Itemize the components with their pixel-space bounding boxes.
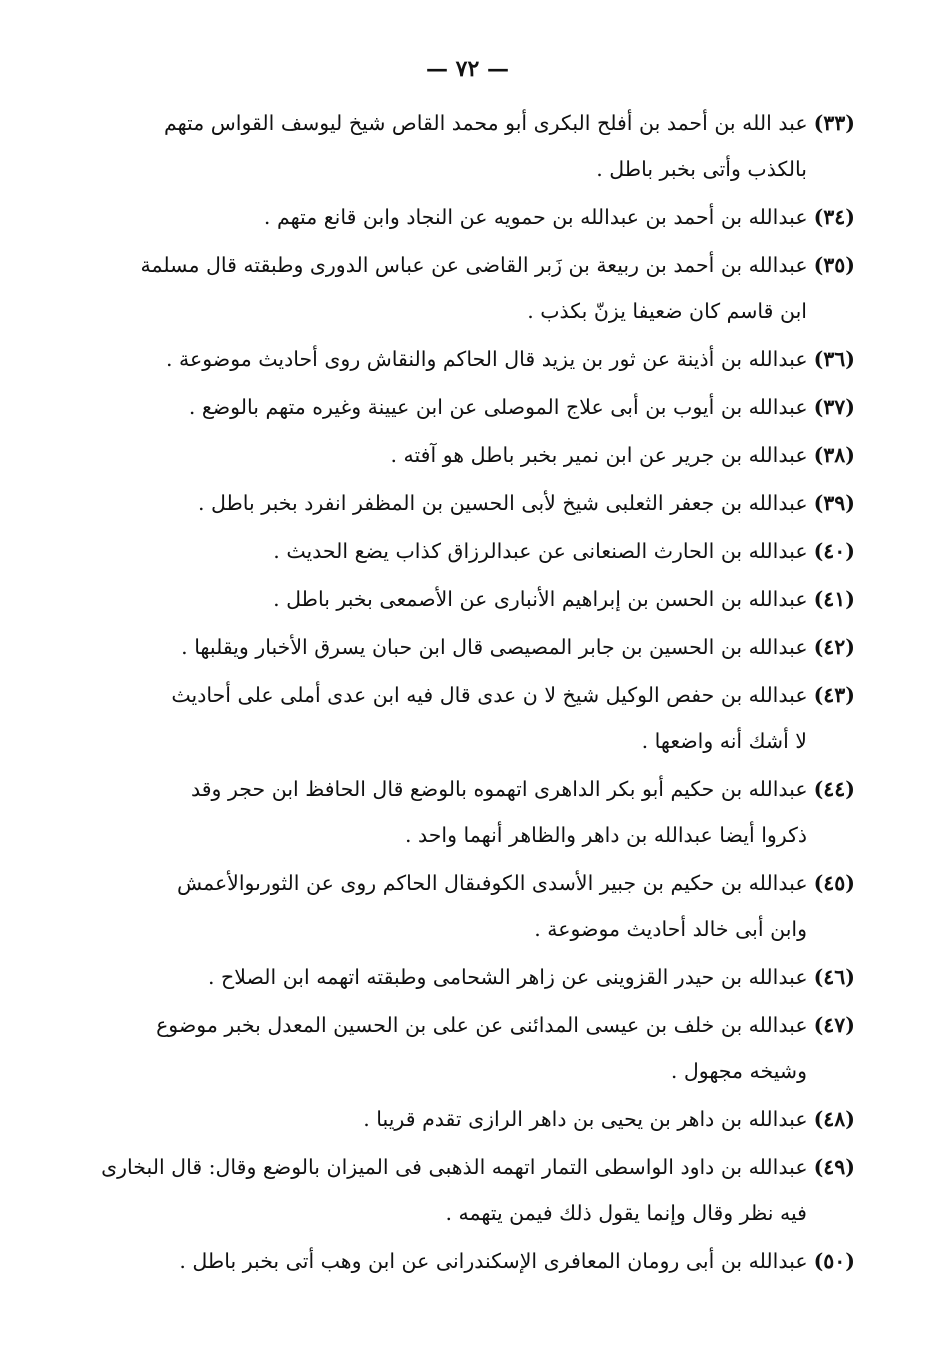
list-item [95, 672, 855, 764]
entry-number: (٤٩) [813, 1155, 855, 1179]
list-item [95, 384, 855, 430]
list-item [95, 336, 855, 382]
list-item [95, 480, 855, 526]
entry-text: عبدالله بن أبى رومان المعافرى الإسكندرانى عن ابن وهب أتى بخبر باطل . [179, 1249, 808, 1273]
entry-number: (٤٤) [813, 777, 855, 801]
entry-text: عبدالله بن داهر بن يحيى بن داهر الرازى تقدم قريبا . [363, 1107, 808, 1131]
entry-text: عبدالله بن خلف بن عيسى المدائنى عن على بن الحسين المعدل بخبر موضوع [156, 1013, 808, 1037]
entry-number: (٣٣) [813, 111, 855, 135]
entry-text: عبدالله بن حكيم أبو بكر الداهرى اتهموه بالوضع قال الحافظ ابن حجر وقد [191, 777, 808, 801]
list-item [95, 860, 855, 952]
entry-text: عبدالله بن حكيم بن جبير الأسدى الكوفىقال الحاكم روى عن الثورىوالأعمش [176, 871, 808, 895]
entry-continuation: وشيخه مجهول . [670, 1059, 807, 1083]
entries-list [95, 100, 855, 1286]
entry-number: (٤٢) [813, 635, 855, 659]
list-item [95, 194, 855, 240]
list-item [95, 528, 855, 574]
list-item [95, 954, 855, 1000]
entry-text: عبد الله بن أحمد بن أفلح البكرى أبو محمد القاص شيخ ليوسف القواس متهم [163, 111, 808, 135]
entry-continuation: ذكروا أيضا عبدالله بن داهر والظاهر أنهما واحد . [404, 823, 807, 847]
entry-text: عبدالله بن أيوب بن أبى علاج الموصلى عن ابن عيينة وغيره متهم بالوضع . [188, 395, 808, 419]
entry-text: عبدالله بن الحارث الصنعانى عن عبدالرزاق كذاب يضع الحديث . [273, 539, 808, 563]
list-item [95, 766, 855, 858]
list-item [95, 624, 855, 670]
entry-number: (٤٦) [813, 965, 855, 989]
entry-continuation: بالكذب وأتى بخبر باطل . [596, 157, 807, 181]
entry-number: (٤٣) [813, 683, 855, 707]
entry-number: (٣٩) [813, 491, 855, 515]
entry-continuation: لا أشك أنه واضعها . [641, 729, 807, 753]
page-number: — ٧٢ — [426, 56, 509, 82]
entry-text: عبدالله بن جعفر الثعلبى شيخ لأبى الحسين بن المظفر انفرد بخبر باطل . [197, 491, 808, 515]
entry-text: عبدالله بن داود الواسطى التمار اتهمه الذهبى فى الميزان بالوضع وقال: قال البخارى [101, 1155, 808, 1179]
entry-continuation: فيه نظر وقال وإنما يقول ذلك فيمن يتهمه . [445, 1201, 807, 1225]
entry-text: عبدالله بن الحسين بن جابر المصيصى قال ابن حبان يسرق الأخبار ويقلبها . [181, 635, 808, 659]
entry-number: (٤٧) [813, 1013, 855, 1037]
entry-number: (٣٦) [813, 347, 855, 371]
entry-number: (٣٨) [813, 443, 855, 467]
entry-text: عبدالله بن حفص الوكيل شيخ لا ن عدى قال فيه ابن عدى أملى على أحاديث [171, 683, 808, 707]
entry-continuation: ابن قاسم كان ضعيفا يزنّ بكذب . [527, 299, 807, 323]
list-item [95, 1144, 855, 1236]
entry-text: عبدالله بن أحمد بن عبدالله بن حمويه عن النجاد وابن قانع متهم . [263, 205, 808, 229]
list-item [95, 1002, 855, 1094]
list-item [95, 100, 855, 192]
entry-number: (٤٨) [813, 1107, 855, 1131]
entry-text: عبدالله بن حيدر القزوينى عن زاهر الشحامى وطبقته اتهمه ابن الصلاح . [207, 965, 808, 989]
entry-number: (٤٠) [813, 539, 855, 563]
list-item [95, 242, 855, 334]
entry-number: (٤١) [813, 587, 855, 611]
entry-number: (٣٤) [813, 205, 855, 229]
entry-number: (٤٥) [813, 871, 855, 895]
entry-text: عبدالله بن أذينة عن ثور بن يزيد قال الحاكم والنقاش روى أحاديث موضوعة . [165, 347, 808, 371]
list-item [95, 432, 855, 478]
entry-continuation: وابن أبى خالد أحاديث موضوعة . [534, 917, 807, 941]
list-item [95, 576, 855, 622]
list-item [95, 1096, 855, 1142]
entry-text: عبدالله بن أحمد بن ربيعة بن زَبر القاضى عن عباس الدورى وطبقته قال مسلمة [140, 253, 808, 277]
entry-number: (٥٠) [813, 1249, 855, 1273]
entry-number: (٣٥) [813, 253, 855, 277]
list-item [95, 1238, 855, 1284]
entry-number: (٣٧) [813, 395, 855, 419]
entry-text: عبدالله بن الحسن بن إبراهيم الأنبارى عن الأصمعى بخبر باطل . [273, 587, 808, 611]
entry-text: عبدالله بن جرير عن ابن نمير بخبر باطل هو آفته . [390, 443, 808, 467]
